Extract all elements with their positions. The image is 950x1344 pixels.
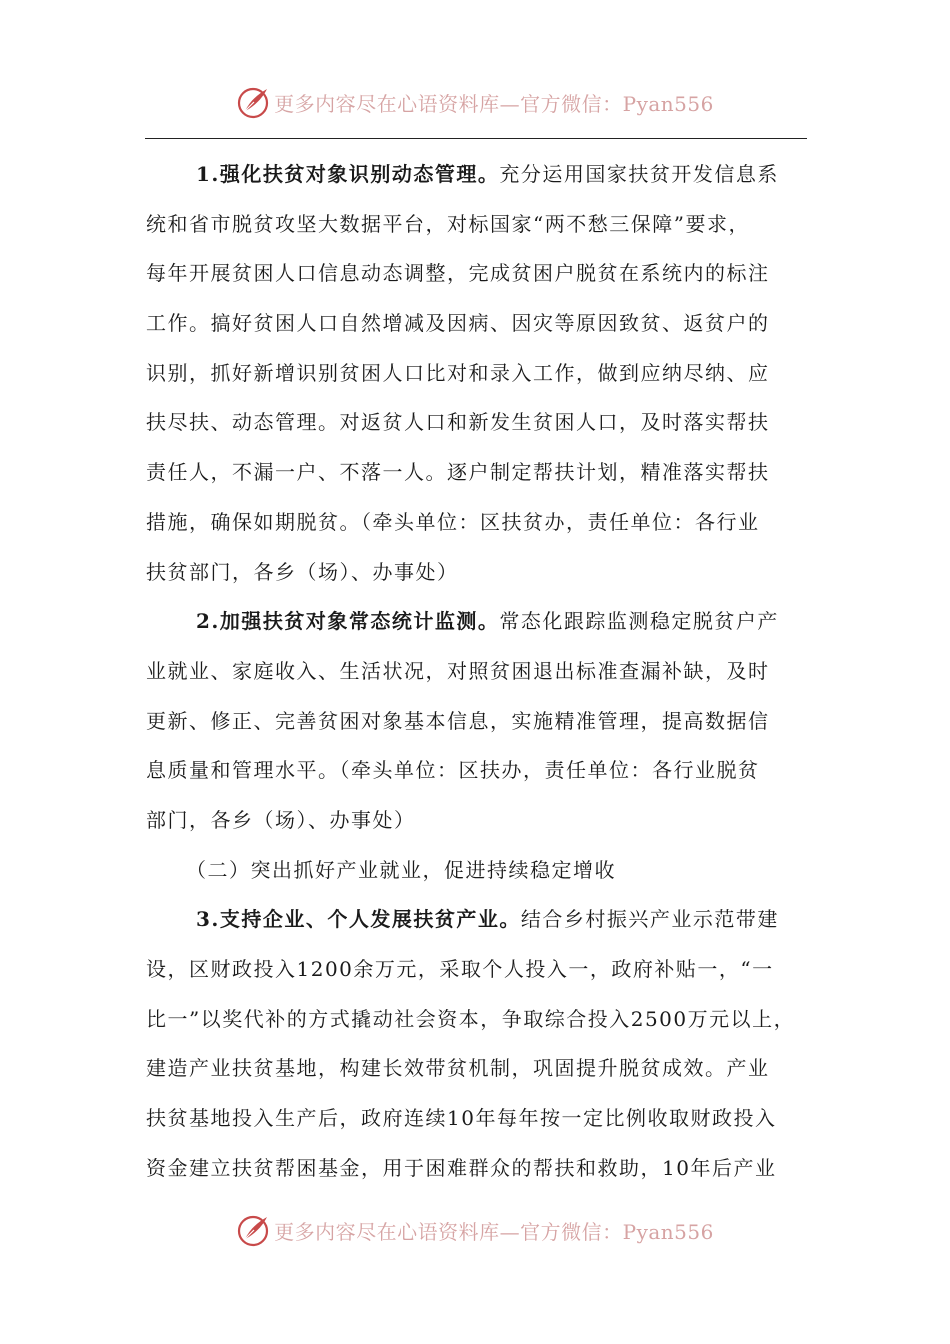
- paragraph-line: 识别，抓好新增识别贫困人口比对和录入工作，做到应纳尽纳、应: [146, 360, 770, 385]
- paragraph-line: 措施，确保如期脱贫。（牵头单位：区扶贫办，责任单位：各行业: [146, 509, 760, 534]
- paragraph-line: 扶贫基地投入生产后，政府连续10年每年按一定比例收取财政投入: [146, 1106, 777, 1131]
- paragraph-line: 设，区财政投入1200余万元，采取个人投入一，政府补贴一，“一: [146, 957, 774, 981]
- header-rule: [145, 138, 807, 139]
- quill-pen-logo-icon: [236, 1213, 270, 1247]
- quill-pen-logo-icon: [236, 85, 270, 119]
- paragraph-line: 2.加强扶贫对象常态统计监测。常态化跟踪监测稳定脱贫户产: [196, 609, 779, 634]
- section-heading: （二）突出抓好产业就业，促进持续稳定增收: [186, 857, 616, 882]
- paragraph-line: 资金建立扶贫帮困基金，用于困难群众的帮扶和救助，10年后产业: [146, 1155, 777, 1180]
- paragraph-heading: 3.支持企业、个人发展扶贫产业。: [196, 907, 521, 932]
- paragraph-line: 部门，各乡（场）、办事处）: [146, 807, 416, 832]
- paragraph-line: 1.强化扶贫对象识别动态管理。充分运用国家扶贫开发信息系: [196, 162, 779, 186]
- paragraph-line: 责任人，不漏一户、不落一人。逐户制定帮扶计划，精准落实帮扶: [146, 460, 770, 485]
- paragraph-line: 3.支持企业、个人发展扶贫产业。结合乡村振兴产业示范带建: [196, 907, 779, 932]
- watermark-text: 更多内容尽在心语资料库—官方微信：Pyan556: [274, 91, 714, 116]
- paragraph-line: 扶尽扶、动态管理。对返贫人口和新发生贫困人口，及时落实帮扶: [146, 410, 770, 435]
- paragraph-line: 业就业、家庭收入、生活状况，对照贫困退出标准查漏补缺，及时: [146, 658, 770, 683]
- paragraph-heading: 1.强化扶贫对象识别动态管理。: [196, 162, 500, 186]
- paragraph-line: 更新、修正、完善贫困对象基本信息，实施精准管理，提高数据信: [146, 708, 770, 733]
- paragraph-line: 工作。搞好贫困人口自然增减及因病、因灾等原因致贫、返贫户的: [146, 311, 770, 336]
- paragraph-line: 扶贫部门，各乡（场）、办事处）: [146, 559, 459, 584]
- paragraph-line: 每年开展贫困人口信息动态调整，完成贫困户脱贫在系统内的标注: [146, 261, 770, 286]
- watermark-header: [0, 82, 950, 122]
- paragraph-line: 比一”以奖代补的方式撬动社会资本，争取综合投入2500万元以上，: [146, 1006, 796, 1031]
- paragraph-heading: 2.加强扶贫对象常态统计监测。: [196, 609, 500, 634]
- watermark-text: 更多内容尽在心语资料库—官方微信：Pyan556: [274, 1219, 714, 1244]
- paragraph-line: 建造产业扶贫基地，构建长效带贫机制，巩固提升脱贫成效。产业: [146, 1056, 770, 1081]
- document-body: [146, 150, 800, 1193]
- paragraph-line: 息质量和管理水平。（牵头单位：区扶办，责任单位：各行业脱贫: [146, 758, 760, 783]
- watermark-footer: [0, 1210, 950, 1250]
- paragraph-line: 统和省市脱贫攻坚大数据平台，对标国家“两不愁三保障”要求，: [146, 211, 750, 236]
